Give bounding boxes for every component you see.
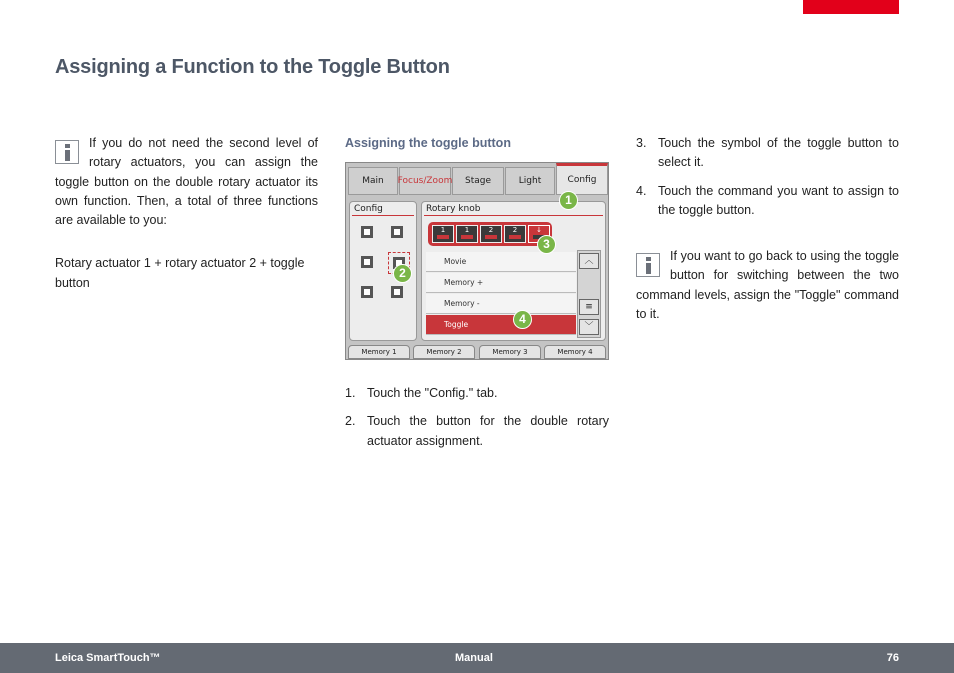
intro-paragraph: If you do not need the second level of rotary actuators, you can assign the toggle button on the double rotary actuator its own function. Then, a total of three functions are available to you: xyxy=(55,136,318,228)
config-panel-title: Config xyxy=(354,204,383,214)
wrench-icon[interactable] xyxy=(388,284,406,300)
page-number: 76 xyxy=(886,652,899,664)
list-item[interactable]: Memory - xyxy=(426,294,576,314)
save-icon[interactable] xyxy=(358,284,376,300)
memory-tab-1[interactable]: Memory 1 xyxy=(348,345,410,359)
knob-2a-button[interactable]: 2 xyxy=(480,225,502,243)
page-title: Assigning a Function to the Toggle Button xyxy=(55,56,450,78)
scroll-up-icon[interactable]: ︿ xyxy=(579,253,599,269)
tab-main[interactable]: Main xyxy=(348,167,398,195)
list-item: 1. Touch the "Config." tab. xyxy=(345,386,498,400)
list-item[interactable]: Memory + xyxy=(426,273,576,293)
microscope-icon[interactable] xyxy=(358,224,376,240)
touch-screen-icon[interactable] xyxy=(388,224,406,240)
footer-product: Leica SmartTouch™ xyxy=(55,652,161,664)
list-item: 2. Touch the button for the double rotary actuator assignment. xyxy=(345,414,609,448)
tab-focus-zoom[interactable]: Focus/Zoom xyxy=(399,167,451,195)
function-summary: Rotary actuator 1 + rotary actuator 2 + toggle button xyxy=(55,256,305,290)
callout-3: 3 xyxy=(537,235,556,254)
callout-4: 4 xyxy=(513,310,532,329)
knob-1a-button[interactable]: 1 xyxy=(432,225,454,243)
menu-icon[interactable]: ≡ xyxy=(579,299,599,315)
info-icon xyxy=(636,253,660,277)
list-hand-icon[interactable] xyxy=(358,254,376,270)
knob-selector-strip xyxy=(428,222,552,246)
footer-doc-type: Manual xyxy=(455,652,493,664)
procedure-steps xyxy=(345,384,609,460)
page-footer xyxy=(0,643,954,673)
intro-column xyxy=(55,134,318,293)
procedure-column-continued xyxy=(636,134,899,324)
memory-tab-4[interactable]: Memory 4 xyxy=(544,345,606,359)
panel-divider xyxy=(424,215,603,216)
toggle-note-text: If you want to go back to using the toggle button for switching between the two command levels, assign the "Toggle" command to it. xyxy=(636,249,899,322)
list-item: 4. Touch the command you want to assign to the toggle button. xyxy=(636,183,899,217)
header-accent-tab xyxy=(803,0,899,14)
scroll-down-icon[interactable]: ﹀ xyxy=(579,319,599,335)
command-scrollbar[interactable] xyxy=(577,250,601,338)
rotary-knob-panel-title: Rotary knob xyxy=(426,204,481,214)
knob-1b-button[interactable]: 1 xyxy=(456,225,478,243)
memory-tab-2[interactable]: Memory 2 xyxy=(413,345,475,359)
procedure-steps-continued xyxy=(636,134,899,220)
memory-tab-3[interactable]: Memory 3 xyxy=(479,345,541,359)
command-list xyxy=(426,252,576,336)
tab-config[interactable]: Config xyxy=(556,163,608,195)
panel-divider xyxy=(352,215,414,216)
knob-2b-button[interactable]: 2 xyxy=(504,225,526,243)
toggle-note xyxy=(636,247,899,324)
section-subheading: Assigning the toggle button xyxy=(345,136,511,150)
list-item-toggle[interactable]: Toggle xyxy=(426,315,576,335)
device-screenshot xyxy=(345,162,609,360)
procedure-column xyxy=(345,134,609,153)
toggle-button-symbol[interactable]: ↓ xyxy=(528,225,550,243)
tab-stage[interactable]: Stage xyxy=(452,167,504,195)
callout-1: 1 xyxy=(559,191,578,210)
list-item: 3. Touch the symbol of the toggle button to select it. xyxy=(636,136,899,170)
tab-light[interactable]: Light xyxy=(505,167,555,195)
info-icon xyxy=(55,140,79,164)
list-item[interactable]: Movie xyxy=(426,252,576,272)
callout-2: 2 xyxy=(393,264,412,283)
